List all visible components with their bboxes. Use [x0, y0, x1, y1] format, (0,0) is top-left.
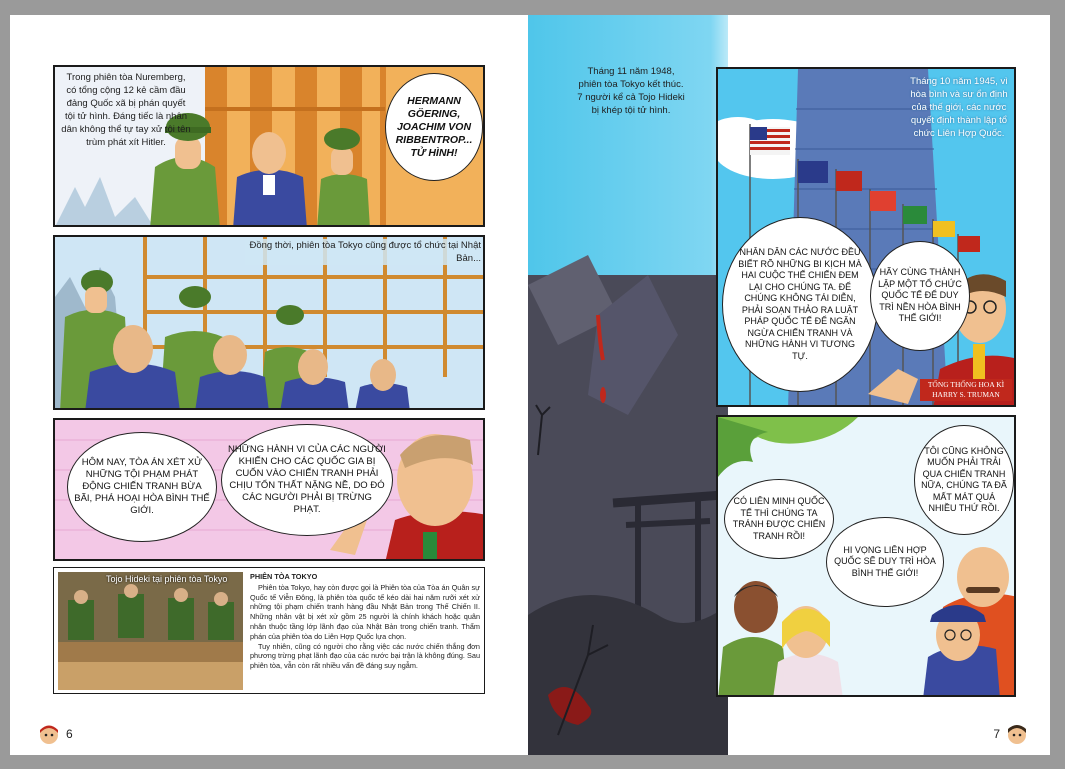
info-photo — [58, 572, 243, 690]
truman-name-label — [920, 379, 1012, 401]
mascot-face-icon — [1006, 723, 1028, 745]
speech-bubble: HI VỌNG LIÊN HỢP QUỐC SẼ DUY TRÌ HÒA BÌNH THẾ GIỚI! — [826, 517, 944, 607]
photo-caption: Tojo Hideki tại phiên tòa Tokyo — [106, 574, 228, 584]
panel-united-nations — [716, 67, 1016, 407]
speech-bubble: NHÂN DÂN CÁC NƯỚC ĐỀU BIẾT RÕ NHỮNG BI KỊCH MÀ HAI CUỘC THẾ CHIẾN ĐEM LẠI CHO CHÚNG TA. ĐỂ CHÚNG KHÔNG TÁI DIỄN, PHẢI SOẠN THẢO RA LUẬT PHÁP QUỐC TẾ ĐỂ NGĂN NGỪA CHIẾN TRANH VÀ NHỮNG HÀNH VI TƯƠNG TỰ. — [722, 217, 878, 392]
speech-bubble: HÔM NAY, TÒA ÁN XÉT XỬ NHỮNG TỘI PHẠM PHÁT ĐỘNG CHIẾN TRANH BỪA BÃI, PHÁ HOẠI HÒA BÌNH THẾ GIỚI. — [67, 432, 217, 542]
panel-tokyo-trial — [53, 235, 485, 410]
info-paragraph: Tuy nhiên, cũng có người cho rằng việc các nước chiến thắng đơn phương trừng phạt lãnh đạo của các nước bại trận là không đúng. Sau phiên tòa, vẫn còn rất nhiều vấn đề đáng suy ngẫm. — [250, 641, 480, 671]
panel-caption: Trong phiên tòa Nuremberg, có tổng cộng 12 kẻ cầm đầu đảng Quốc xã bị phán quyết tội tử hình. Đáng tiếc là nhân dân không thể tự tay xử tội tên trùm phát xít Hitler. — [61, 72, 191, 148]
page-caption: Tháng 11 năm 1948, phiên tòa Tokyo kết thúc. 7 người kể cả Tojo Hideki bị khép tội tử hình. — [577, 66, 685, 116]
book-spread — [10, 15, 1050, 755]
info-paragraph: Phiên tòa Tokyo, hay còn được gọi là Phiên tòa của Tòa án Quân sự Quốc tế Viễn Đông, là phiên tòa quốc tế kéo dài hai năm rưỡi xét xử những tội phạm chiến tranh hàng đầu Nhật Bản trong Thế Chiến II. Những nhân vật bị xét xử gồm 25 người là chính khách hoặc quân nhân thuộc tầng lớp lãnh đạo của Nhật Bản trong chiến tranh. Thẩm phán của phiên tòa do Liên Hợp Quốc lựa chọn. — [250, 582, 480, 641]
right-page — [528, 15, 1050, 755]
info-box-tokyo-trial — [53, 567, 485, 694]
truman-title: TỔNG THỐNG HOA KÌ — [927, 380, 1005, 389]
truman-name: HARRY S. TRUMAN — [932, 390, 1000, 399]
info-text — [250, 572, 480, 671]
panel-caption: Đồng thời, phiên tòa Tokyo cũng được tổ chức tại Nhật Bản... — [245, 239, 481, 265]
page-number: 6 — [66, 727, 73, 741]
speech-bubble: NHỮNG HÀNH VI CỦA CÁC NGƯỜI KHIẾN CHO CÁC QUỐC GIA BỊ CUỐN VÀO CHIẾN TRANH PHẢI CHỊU TỔN THẤT NẶNG NỀ, DO ĐÓ CÁC NGƯỜI PHẢI BỊ TRỪNG PHẠT. — [221, 424, 393, 536]
panel-nuremberg — [53, 65, 485, 227]
panel-prosecutor — [53, 418, 485, 561]
courtroom-photo — [58, 572, 243, 690]
panel-people-hope — [716, 415, 1016, 697]
speech-bubble: CÓ LIÊN MINH QUỐC TẾ THÌ CHÚNG TA TRÁNH ĐƯỢC CHIẾN TRANH RỒI! — [724, 479, 834, 559]
left-page — [10, 15, 528, 755]
page-number: 7 — [993, 727, 1000, 741]
speech-bubble: HÃY CÙNG THÀNH LẬP MỘT TỔ CHỨC QUỐC TẾ ĐỂ DUY TRÌ NỀN HÒA BÌNH THẾ GIỚI! — [870, 241, 970, 351]
panel-caption: Tháng 10 năm 1945, vì hòa bình và sự ổn định của thế giới, các nước quyết định thành lập tổ chức Liên Hợp Quốc. — [910, 76, 1008, 139]
speech-bubble: TÔI CŨNG KHÔNG MUỐN PHẢI TRẢI QUA CHIẾN TRANH NỮA, CHÚNG TA ĐÃ MẤT MÁT QUÁ NHIỀU THỨ RỒI. — [914, 425, 1014, 535]
speech-bubble: HERMANN GÖERING, JOACHIM VON RIBBENTROP... TỬ HÌNH! — [385, 73, 483, 181]
info-heading: PHIÊN TÒA TOKYO — [250, 572, 318, 581]
mascot-face-icon — [38, 723, 60, 745]
